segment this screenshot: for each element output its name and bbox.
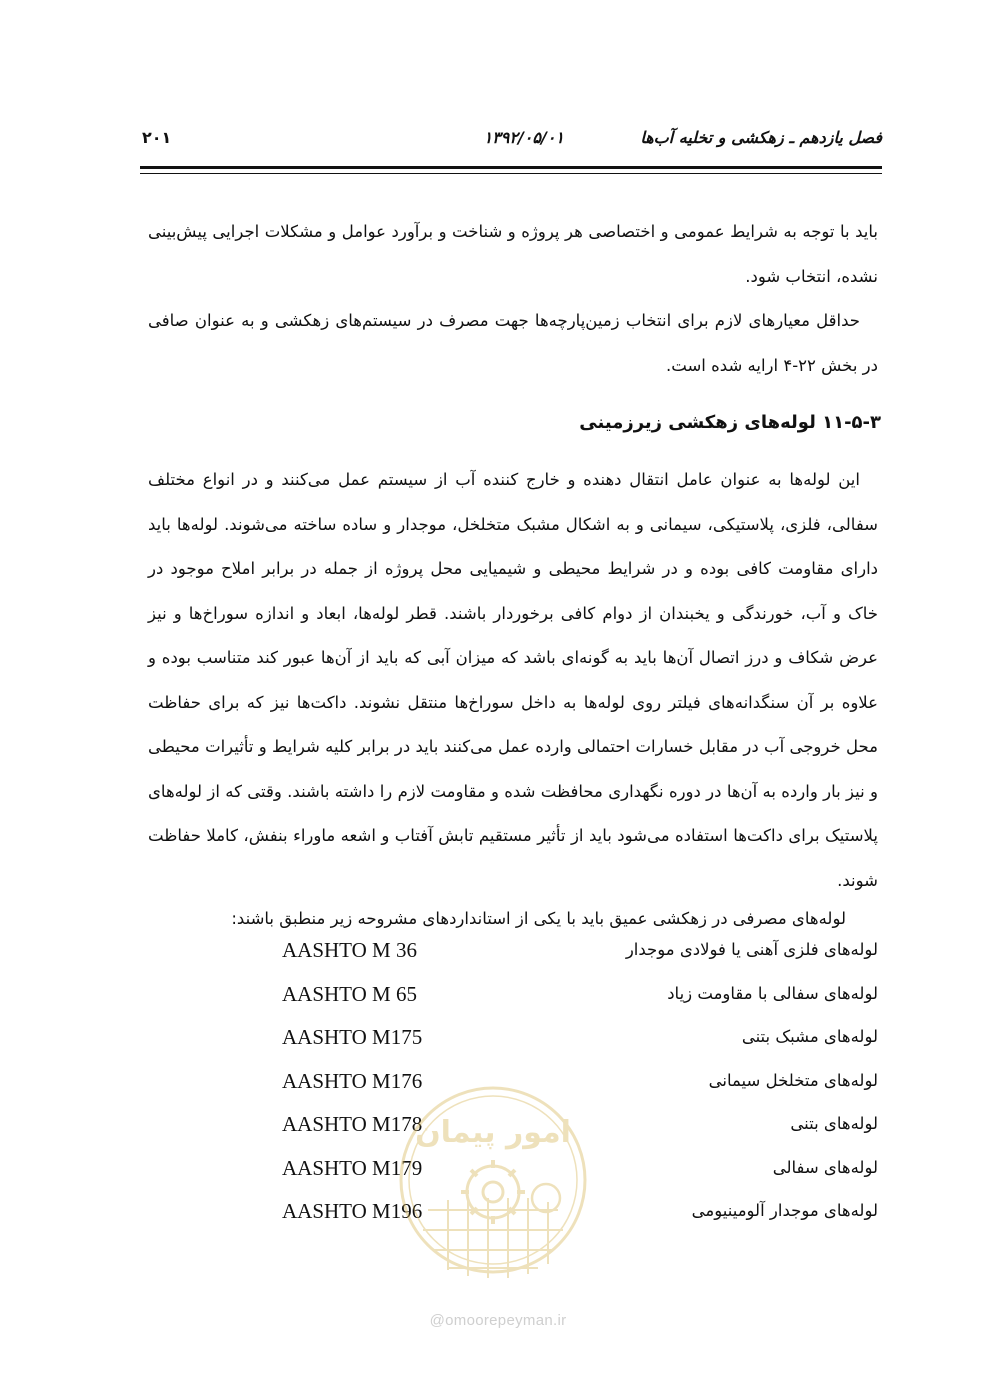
- standard-code: AASHTO M179: [282, 1155, 423, 1180]
- standard-code: AASHTO M 65: [282, 981, 417, 1006]
- standard-code: AASHTO M175: [282, 1025, 423, 1049]
- pipe-type: لوله‌های موجدار آلومینیومی: [691, 1201, 878, 1220]
- pipe-type: لوله‌های متخلخل سیمانی: [708, 1070, 878, 1090]
- watermark-site: @omoorepeyman.ir: [429, 1312, 567, 1329]
- header-rule-thick: [140, 166, 882, 169]
- section-heading: ۱۱-۵-۳ لوله‌های زهکشی زیرزمینی: [579, 412, 881, 433]
- page-number: ۲۰۱: [142, 128, 172, 147]
- pipe-type: لوله‌های مشبک بتنی: [741, 1027, 878, 1046]
- watermark-logo-text: امور پیمان: [415, 1115, 571, 1150]
- section-body: [148, 458, 878, 903]
- standard-code: AASHTO M178: [282, 1112, 423, 1136]
- page-header: [140, 128, 882, 158]
- pipe-type: لوله‌های سفالی: [772, 1157, 878, 1177]
- header-rule-thin: [140, 173, 882, 174]
- pipe-type: لوله‌های فلزی آهنی یا فولادی موجدار: [625, 940, 878, 959]
- paragraph: باید با توجه به شرایط عمومی و اختصاصی هر پروژه و شناخت و برآورد عوامل و مشکلات اجرایی پیش‌بینی نشده، انتخاب شود.: [148, 222, 878, 286]
- pipe-type: لوله‌های سفالی با مقاومت زیاد: [667, 983, 878, 1003]
- paragraph: لوله‌های مصرفی در زهکشی عمیق باید با یکی از استانداردهای مشروحه زیر منطبق باشند:: [231, 909, 846, 928]
- intro-text: [148, 210, 878, 388]
- paragraph: این لوله‌ها به عنوان عامل انتقال دهنده و خارج کننده آب از سیستم عمل می‌کنند و در انواع مختلف سفالی، فلزی، پلاستیکی، سیمانی و به اشکال مشبک متخلخل، موجدار و ساده ساخته می‌شوند. لوله‌ها باید دارای مقاومت کافی بوده و در شرایط محیطی و شیمیایی محل پروژه از جمله در برابر املاح موجود در خاک و آب، خورندگی و یخبندان از دوام کافی برخوردار باشند. قطر لوله‌ها، ابعاد و اندازه سوراخ‌ها و نیز عرض شکاف و درز اتصال آن‌ها باید به گونه‌ای باشد که میزان آبی که باید از آن‌ها عبور کند متناسب بوده و علاوه بر آن سنگدانه‌های فیلتر روی لوله‌ها به داخل سوراخ‌ها منتقل نشوند. داکت‌ها نیز که برای حفاظت محل خروجی آب در مقابل خسارات احتمالی وارده عمل می‌کنند باید در برابر کلیه شرایط و تأثیرات محیطی و نیز بار وارده به آن‌ها در دوره نگهداری محافظت شده و مقاومت لازم را داشته باشند. وقتی که از لوله‌های پلاستیک برای داکت‌ها استفاده می‌شود باید از تأثیر مستقیم تابش آفتاب و اشعه ماوراء بنفش، کاملا حفاظت شوند.: [148, 470, 878, 890]
- pipe-type: لوله‌های بتنی: [790, 1114, 878, 1133]
- list-item: [148, 982, 878, 1026]
- standard-code: AASHTO M176: [282, 1068, 423, 1093]
- watermark-logo: [388, 1080, 598, 1295]
- standard-code: AASHTO M196: [282, 1199, 423, 1223]
- chapter-title: فصل یازدهم ـ زهکشی و تخلیه آب‌ها: [640, 128, 882, 147]
- list-item: [148, 1025, 878, 1069]
- list-item: [148, 938, 878, 982]
- standard-code: AASHTO M 36: [282, 938, 417, 962]
- paragraph: حداقل معیارهای لازم برای انتخاب زمین‌پارچه‌ها جهت مصرف در سیستم‌های زهکشی و به عنوان صافی در بخش ۲۲-۴ ارایه شده است.: [148, 311, 878, 375]
- standards-intro: [148, 897, 864, 942]
- revision-date: ۱۳۹۲/۰۵/۰۱: [483, 128, 564, 147]
